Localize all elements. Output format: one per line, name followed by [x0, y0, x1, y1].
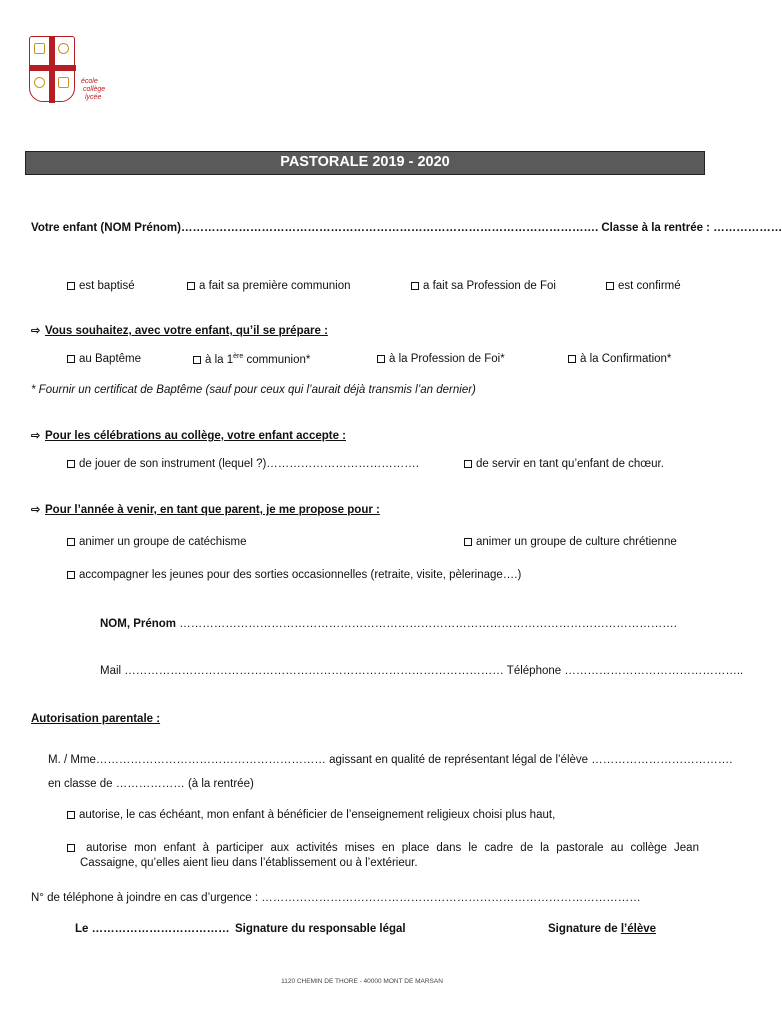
checkbox-icon[interactable] — [411, 282, 419, 290]
emergency-phone-line[interactable]: N° de téléphone à joindre en cas d’urgence : ……………………………………………………………………………………… — [31, 892, 641, 904]
prepare-heading-text: Vous souhaitez, avec votre enfant, qu’il se prépare : — [45, 325, 328, 337]
child-name-dots: ………………………………………………………………………………………………. — [180, 222, 599, 234]
authorization-heading: Autorisation parentale : — [31, 713, 161, 725]
checkbox-icon[interactable] — [187, 282, 195, 290]
parent-option[interactable] — [67, 569, 521, 581]
prepare-label: au Baptême — [79, 353, 142, 365]
celebration-option[interactable] — [464, 458, 664, 470]
logo-line: école — [81, 78, 98, 85]
status-label: est confirmé — [618, 280, 681, 292]
celebrations-heading-text: Pour les célébrations au collège, votre enfant accepte : — [45, 430, 347, 442]
checkbox-icon[interactable] — [377, 355, 385, 363]
status-label: a fait sa première communion — [199, 280, 351, 292]
checkbox-icon[interactable] — [464, 538, 472, 546]
checkbox-icon[interactable] — [67, 811, 75, 819]
checkbox-icon[interactable] — [464, 460, 472, 468]
authorization-option[interactable] — [67, 809, 555, 821]
status-option[interactable] — [67, 280, 135, 292]
phone-label: Téléphone — [506, 665, 562, 677]
authorization-label: Cassaigne, qu’elles aient lieu dans l’établissement ou à l’extérieur. — [80, 857, 418, 869]
prepare-option[interactable] — [377, 353, 505, 365]
parent-signature-label: Signature du responsable légal — [235, 923, 406, 935]
celebration-label: de jouer de son instrument (lequel ?)…………………………………. — [79, 458, 419, 470]
prepare-option[interactable] — [193, 353, 310, 366]
school-logo — [29, 36, 129, 116]
baptism-note: * Fournir un certificat de Baptême (sauf pour ceux qui l’aurait déjà transmis l’an dernier) — [31, 384, 476, 396]
parent-heading-text: Pour l’année à venir, en tant que parent, je me propose pour : — [45, 504, 380, 516]
mail-label: Mail — [100, 665, 122, 677]
checkbox-icon[interactable] — [67, 538, 75, 546]
authorization-label: autorise mon enfant à participer aux activités mises en place dans le cadre de la pastorale au collège Jean — [86, 842, 699, 854]
celebration-option[interactable] — [67, 458, 419, 470]
authorization-option[interactable] — [67, 842, 699, 869]
parent-name-field[interactable] — [100, 618, 677, 630]
prepare-sup: ère — [233, 353, 244, 360]
parent-heading — [31, 503, 380, 516]
prepare-label: communion* — [243, 353, 311, 366]
student-signature-underlined: l’élève — [620, 923, 657, 935]
class-line[interactable]: en classe de ……………… (à la rentrée) — [48, 778, 254, 790]
parent-label: animer un groupe de culture chrétienne — [476, 536, 677, 548]
arrow-right-icon: ⇨ — [31, 430, 41, 442]
parent-name-label: NOM, Prénom — [100, 618, 177, 630]
student-signature-label — [548, 923, 656, 935]
page-title: PASTORALE 2019 - 2020 — [25, 151, 705, 175]
status-option[interactable] — [606, 280, 681, 292]
status-label: a fait sa Profession de Foi — [423, 280, 556, 292]
checkbox-icon[interactable] — [67, 355, 75, 363]
parent-name-dots: …………………………………………………………………………………………………………………. — [179, 618, 677, 630]
status-option[interactable] — [187, 280, 350, 292]
phone-dots: ……………………………………….. — [564, 665, 744, 677]
parent-option[interactable] — [464, 536, 677, 548]
status-option[interactable] — [411, 280, 556, 292]
logo-text — [81, 78, 105, 102]
class-label: Classe à la rentrée : — [601, 222, 711, 234]
celebrations-heading — [31, 429, 346, 442]
mail-dots: ……………………………………………………………………………………… — [124, 665, 504, 677]
child-name-label: Votre enfant (NOM Prénom) — [31, 222, 181, 234]
footer-address: 1120 CHEMIN DE THORE - 40000 MONT DE MARSAN — [281, 978, 443, 985]
checkbox-icon[interactable] — [67, 460, 75, 468]
prepare-option[interactable] — [67, 353, 141, 365]
logo-line: lycée — [85, 94, 102, 101]
student-signature-text: Signature de — [548, 923, 621, 935]
checkbox-icon[interactable] — [568, 355, 576, 363]
arrow-right-icon: ⇨ — [31, 504, 41, 516]
checkbox-icon[interactable] — [67, 282, 75, 290]
checkbox-icon[interactable] — [67, 571, 75, 579]
shield-icon — [29, 36, 75, 102]
class-dots: ……………… — [713, 222, 782, 234]
prepare-option[interactable] — [568, 353, 671, 365]
logo-line: collège — [83, 86, 106, 93]
parent-contact-field[interactable] — [100, 665, 743, 677]
checkbox-icon[interactable] — [606, 282, 614, 290]
status-label: est baptisé — [79, 280, 135, 292]
guardian-line[interactable]: M. / Mme…………………………………………………… agissant en qualité de représentant légal de l’élève ………………………………. — [48, 754, 733, 766]
arrow-right-icon: ⇨ — [31, 325, 41, 337]
parent-label: accompagner les jeunes pour des sorties occasionnelles (retraite, visite, pèlerinage….) — [79, 569, 522, 581]
child-name-line[interactable] — [31, 222, 782, 234]
parent-label: animer un groupe de catéchisme — [79, 536, 247, 548]
checkbox-icon[interactable] — [193, 356, 201, 364]
parent-option[interactable] — [67, 536, 247, 548]
authorization-label: autorise, le cas échéant, mon enfant à bénéficier de l’enseignement religieux choisi plus haut, — [79, 809, 556, 821]
prepare-label: à la Profession de Foi* — [389, 353, 505, 365]
celebration-label: de servir en tant qu’enfant de chœur. — [476, 458, 664, 470]
prepare-label: à la Confirmation* — [580, 353, 672, 365]
prepare-heading — [31, 324, 328, 337]
checkbox-icon[interactable] — [67, 844, 75, 852]
prepare-label: à la 1 — [205, 353, 234, 366]
date-line[interactable]: Le ……………………………… — [75, 923, 230, 935]
